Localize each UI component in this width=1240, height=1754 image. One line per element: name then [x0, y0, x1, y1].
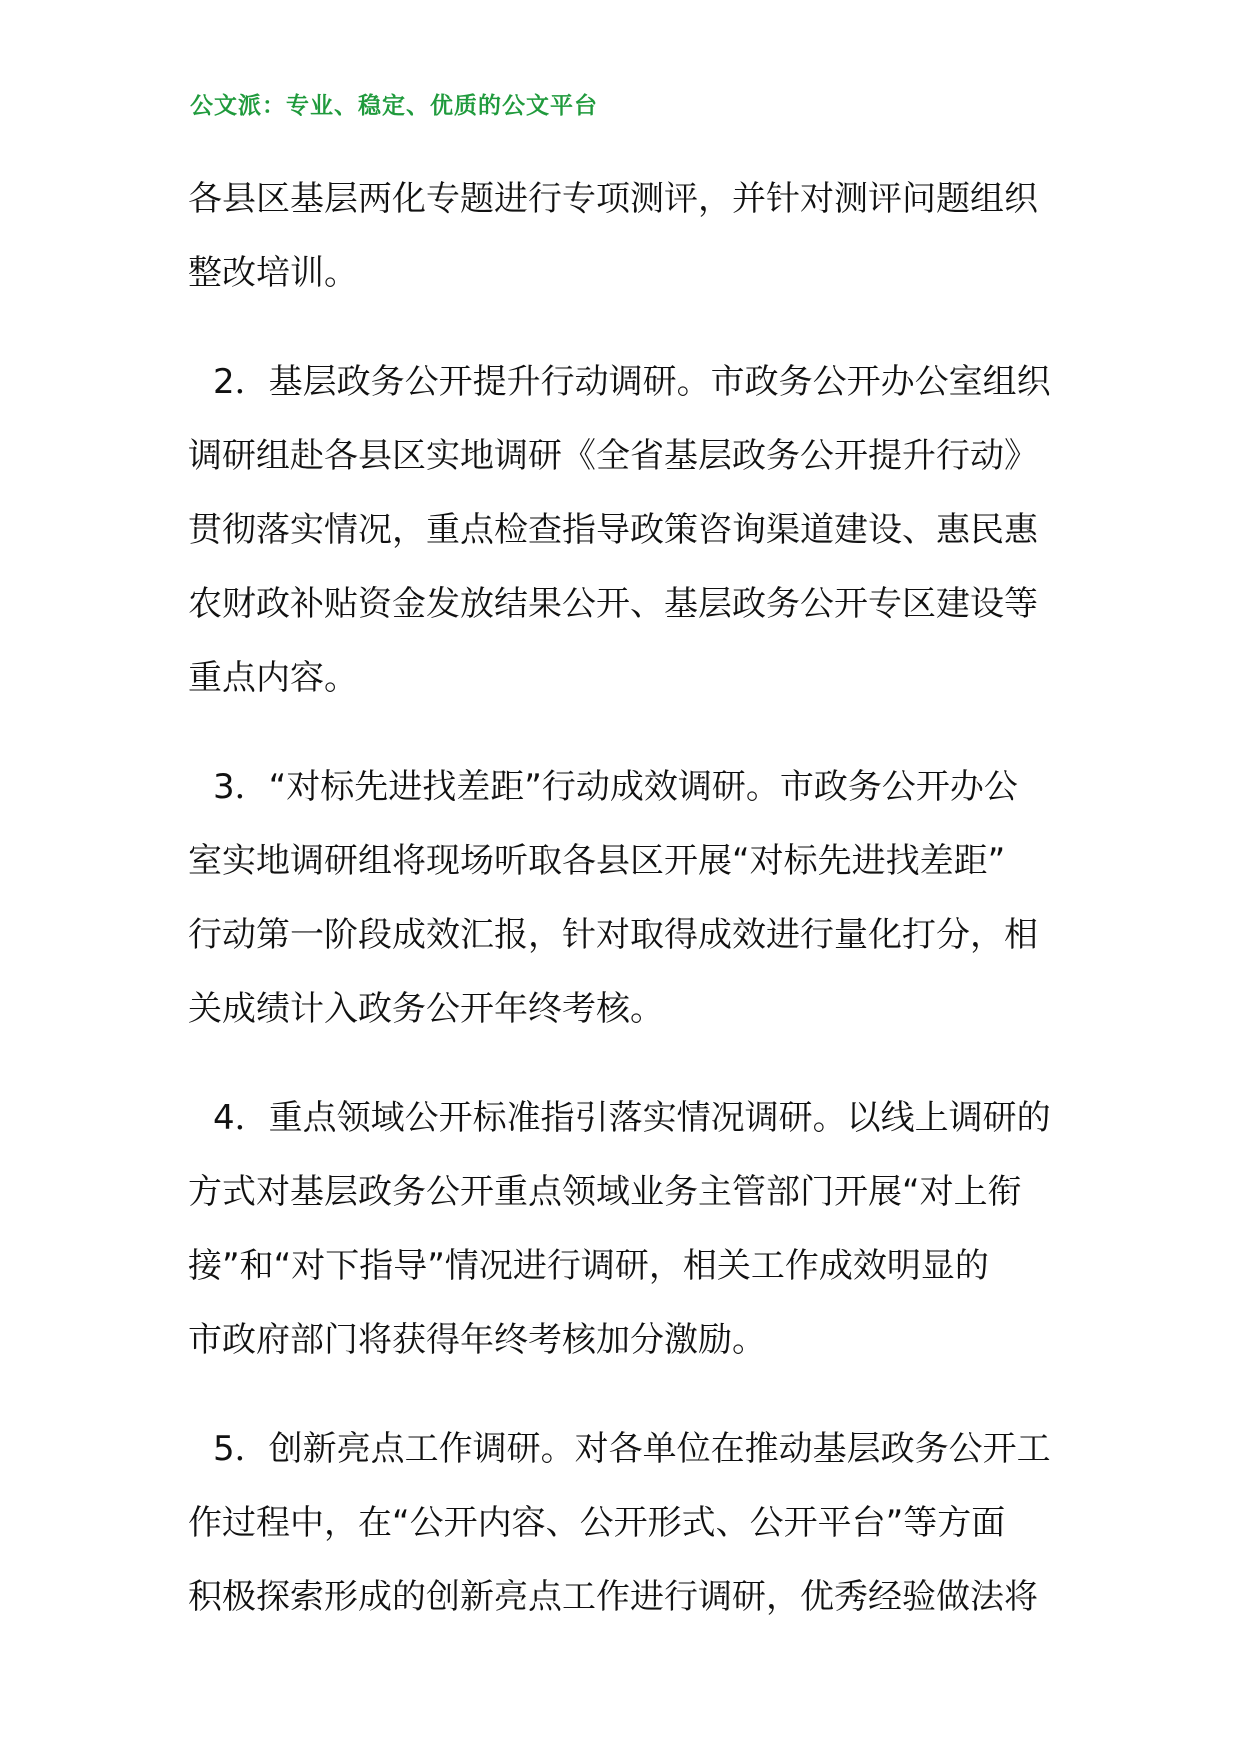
paragraph-continuation	[188, 162, 1058, 310]
text-line: 整改培训。	[188, 253, 358, 293]
text-line: 2．基层政务公开提升行动调研。市政务公开办公室组织	[213, 362, 1051, 402]
text-line: 积极探索形成的创新亮点工作进行调研，优秀经验做法将	[188, 1577, 1038, 1617]
paragraph-item-3	[188, 750, 1058, 1046]
text-line: 方式对基层政务公开重点领域业务主管部门开展“对上衔	[188, 1172, 1022, 1212]
text-line: 作过程中，在“公开内容、公开形式、公开平台”等方面	[188, 1503, 1006, 1543]
document-body	[188, 162, 1058, 1669]
text-line: 室实地调研组将现场听取各县区开展“对标先进找差距”	[188, 841, 1006, 881]
text-line: 贯彻落实情况，重点检查指导政策咨询渠道建设、惠民惠	[188, 510, 1038, 550]
text-line: 市政府部门将获得年终考核加分激励。	[188, 1320, 766, 1360]
text-line: 农财政补贴资金发放结果公开、基层政务公开专区建设等	[188, 584, 1038, 624]
text-line: 行动第一阶段成效汇报，针对取得成效进行量化打分，相	[188, 915, 1038, 955]
paragraph-item-2	[188, 345, 1058, 715]
text-line: 3．“对标先进找差距”行动成效调研。市政务公开办公	[213, 767, 1018, 807]
paragraph-item-4	[188, 1081, 1058, 1377]
text-line: 关成绩计入政务公开年终考核。	[188, 989, 664, 1029]
text-line: 接”和“对下指导”情况进行调研，相关工作成效明显的	[188, 1246, 989, 1286]
text-line: 重点内容。	[188, 658, 358, 698]
page-header: 公文派：专业、稳定、优质的公文平台	[190, 93, 598, 119]
text-line: 调研组赴各县区实地调研《全省基层政务公开提升行动》	[188, 436, 1038, 476]
paragraph-item-5	[188, 1412, 1058, 1634]
text-line: 4．重点领域公开标准指引落实情况调研。以线上调研的	[213, 1098, 1051, 1138]
text-line: 各县区基层两化专题进行专项测评，并针对测评问题组织	[188, 179, 1038, 219]
text-line: 5．创新亮点工作调研。对各单位在推动基层政务公开工	[213, 1429, 1051, 1469]
